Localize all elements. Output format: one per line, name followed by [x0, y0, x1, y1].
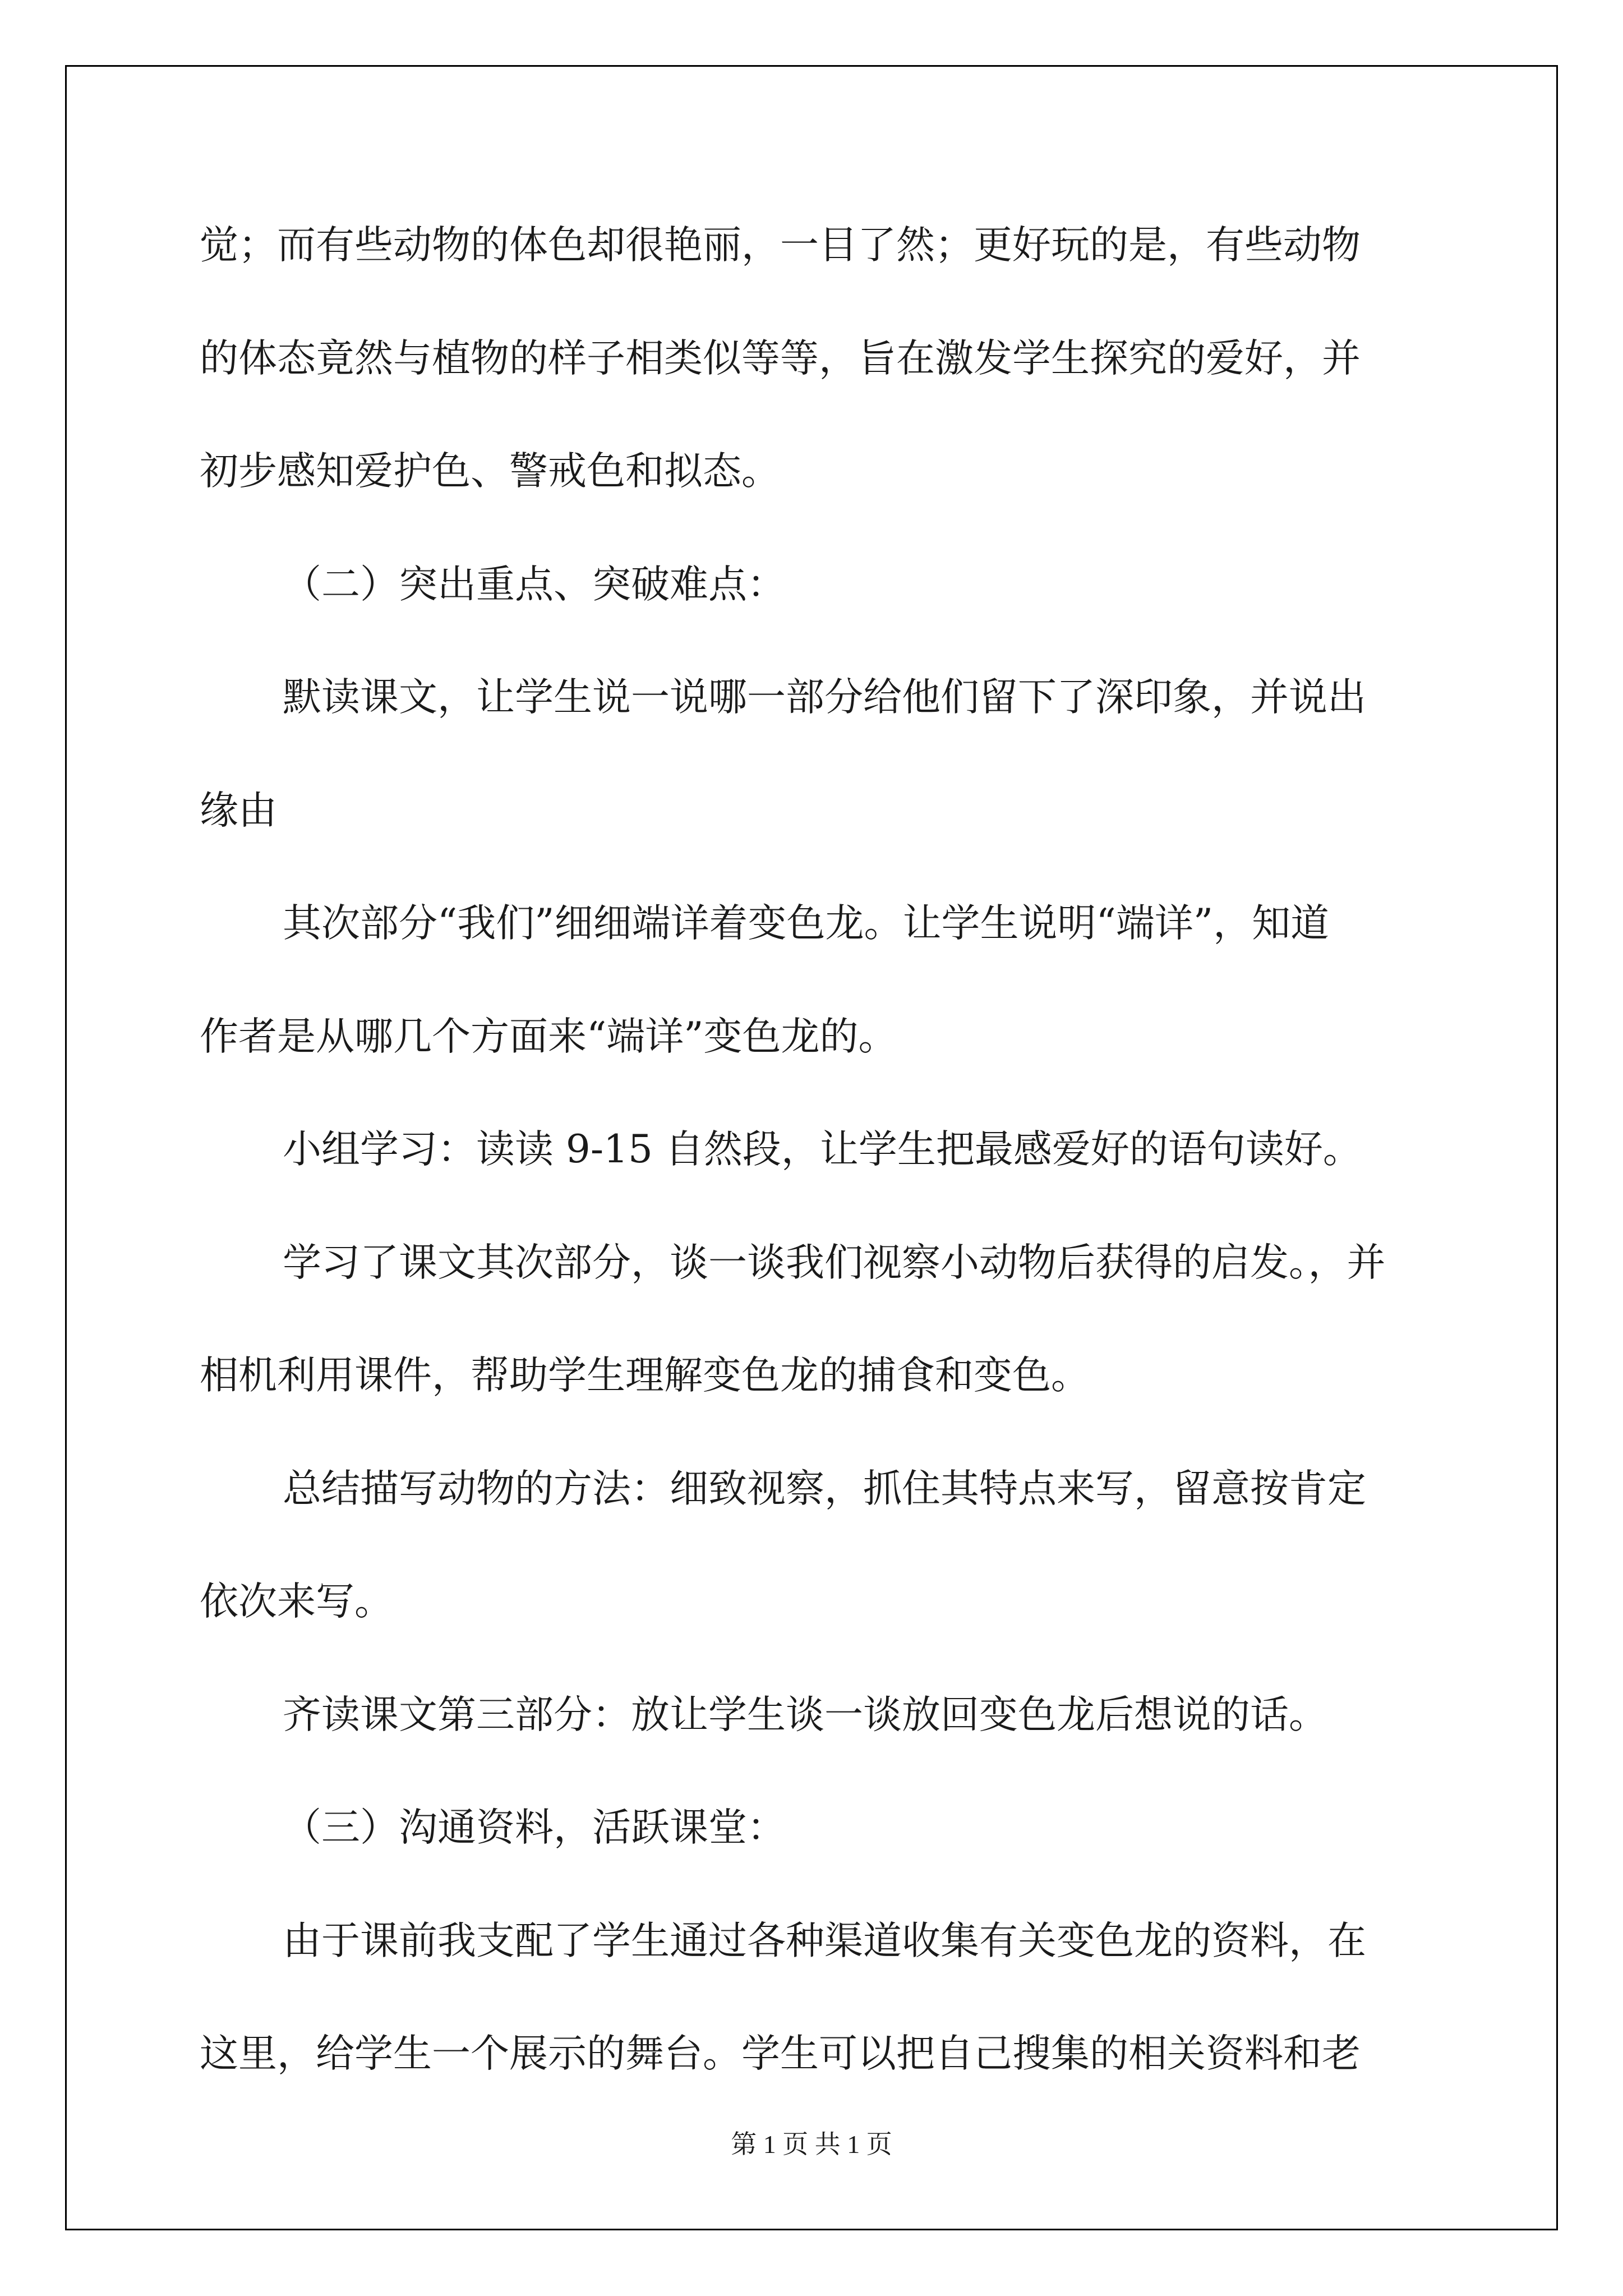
text-line: 觉；而有些动物的体色却很艳丽，一目了然；更好玩的是，有些动物: [200, 223, 1361, 268]
text-line: 依次来写。: [200, 1579, 393, 1624]
text-line: 学习了课文其次部分，谈一谈我们视察小动物后获得的启发。，并: [283, 1240, 1386, 1285]
text-line: 总结描写动物的方法：细致视察，抓住其特点来写，留意按肯定: [283, 1466, 1366, 1511]
text-line: 缘由: [200, 788, 277, 833]
text-line: 作者是从哪几个方面来“端详”变色龙的。: [200, 1014, 897, 1059]
text-line: 相机利用课件，帮助学生理解变色龙的捕食和变色。: [200, 1353, 1090, 1398]
page-footer: 第 1 页 共 1 页: [731, 2130, 892, 2159]
text-line: 其次部分“我们”细细端详着变色龙。让学生说明“端详”，知道: [283, 901, 1330, 946]
text-line: 这里，给学生一个展示的舞台。学生可以把自己搜集的相关资料和老: [200, 2031, 1361, 2076]
text-line: 初步感知爱护色、警戒色和拟态。: [200, 449, 780, 494]
section-heading: （三）沟通资料，活跃课堂：: [283, 1805, 786, 1850]
text-line: 小组学习：读读 9-15 自然段，让学生把最感爱好的语句读好。: [283, 1127, 1362, 1172]
text-line: 齐读课文第三部分：放让学生谈一谈放回变色龙后想说的话。: [283, 1692, 1327, 1737]
section-heading: （二）突出重点、突破难点：: [283, 562, 786, 607]
text-line: 由于课前我支配了学生通过各种渠道收集有关变色龙的资料，在: [283, 1918, 1366, 1963]
text-line: 的体态竟然与植物的样子相类似等等，旨在激发学生探究的爱好，并: [200, 336, 1361, 381]
text-line: 默读课文，让学生说一说哪一部分给他们留下了深印象，并说出: [283, 675, 1366, 720]
